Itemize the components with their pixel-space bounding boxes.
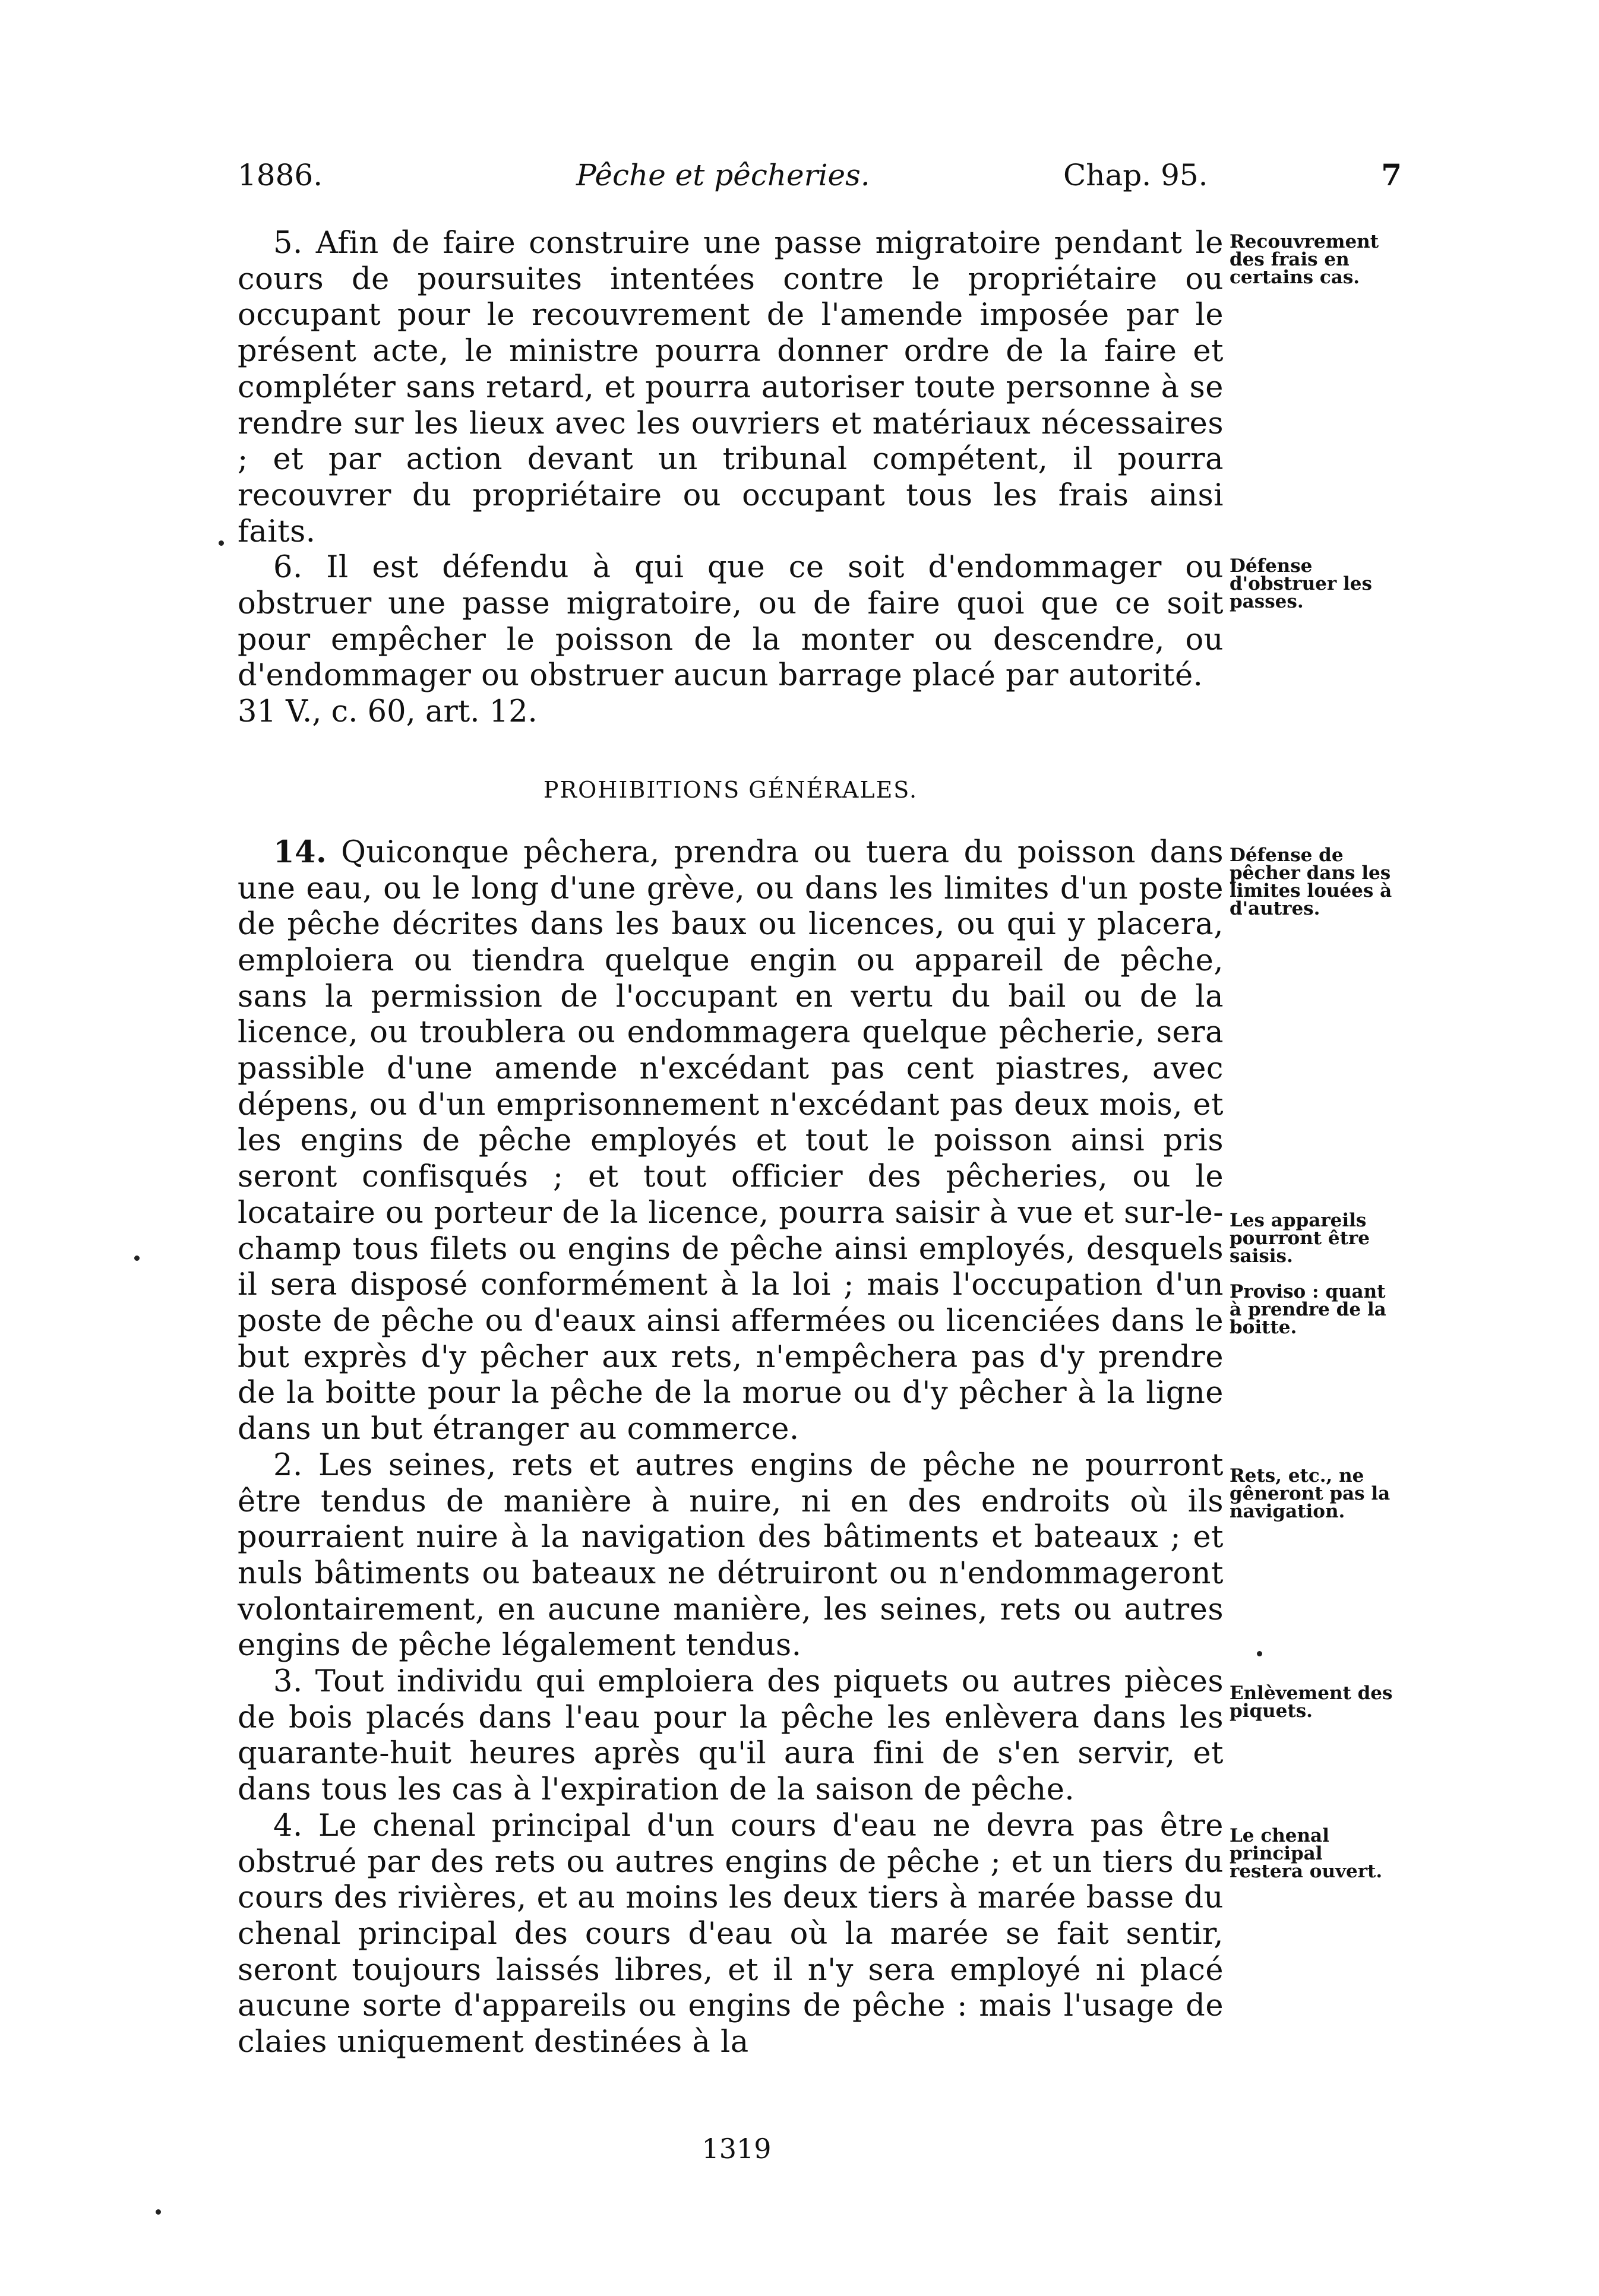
section-14-subsection-2: 2. Les seines, rets et autres engins de pêche ne pourront être tendus de manière à nuire, ni en des endroits où ils pourraient nuire à la navigation des bâtiments et bateaux ; et nuls bâtiments ou bateaux ne détruiront ou n'endommageront volontairement, en aucune manière, les seines, rets ou autres engins de pêche légalement tendus. bbox=[238, 1447, 1224, 1664]
body-text bbox=[238, 226, 1224, 2061]
paragraph-5: 5. Afin de faire construire une passe migratoire pendant le cours de poursuites intentées contre le propriétaire ou occupant pour le recouvrement de l'amende imposée par le présent acte, le ministre pourra donner ordre de la faire et compléter sans retard, et pourra autoriser toute personne à se rendre sur les lieux avec les ouvriers et matériaux nécessaires ; et par action devant un tribunal compétent, il pourra recouvrer du propriétaire ou occupant tous les frais ainsi faits. bbox=[238, 226, 1224, 549]
header-title: Pêche et pêcheries. bbox=[576, 158, 870, 192]
margin-note-recouvrement: Recouvrement des frais en certains cas. bbox=[1230, 231, 1379, 288]
header-year: 1886. bbox=[238, 158, 323, 192]
section-14-text: Quiconque pêchera, prendra ou tuera du poisson dans une eau, ou le long d'une grève, ou dans les limites d'un poste de pêche décrites dans les baux ou licences, ou qui y placera, emploiera ou tiendra quelque engin ou appareil de pêche, sans la permission de l'occupant en vertu du bail ou de la licence, ou troublera ou endommagera quelque pêcherie, sera passible d'une amende n'excédant pas cent piastres, avec dépens, ou d'un emprisonnement n'excédant pas deux mois, et les engins de pêche employés et tout le poisson ainsi pris seront confisqués ; et tout officier des pêcheries, ou le locataire ou porteur de la licence, pourra saisir à vue et sur-le-champ tous filets ou engins de pêche ainsi employés, desquels il sera disposé conformément à la loi ; mais l'occupation d'un poste de pêche ou d'eaux ainsi affermées ou licenciées dans le but exprès d'y pêcher aux rets, n'empêchera pas d'y prendre de la boitte pour la pêche de la morue ou d'y pêcher à la ligne dans un but étranger au commerce. bbox=[238, 834, 1224, 1447]
section-14-subsection-4: 4. Le chenal principal d'un cours d'eau ne devra pas être obstrué par des rets ou autres engins de pêche ; et un tiers du cours des rivières, et au moins les deux tiers à marée basse du chenal principal des cours d'eau où la marée se fait sentir, seront toujours laissés libres, et il n'y sera employé ni placé aucune sorte d'appareils ou engins de pêche : mais l'usage de claies uniquement destinées à la bbox=[238, 1808, 1224, 2060]
page-header bbox=[238, 151, 1402, 199]
margin-note-rets-navigation: Rets, etc., ne gêneront pas la navigation. bbox=[1230, 1465, 1391, 1522]
header-page-number: 7 bbox=[1381, 157, 1402, 192]
statute-citation: 31 V., c. 60, art. 12. bbox=[238, 694, 538, 730]
section-heading: PROHIBITIONS GÉNÉRALES. bbox=[543, 776, 918, 803]
margin-note-chenal: Le chenal principal restera ouvert. bbox=[1230, 1825, 1383, 1882]
stray-mark bbox=[156, 2209, 161, 2215]
header-chapter: Chap. 95. bbox=[1063, 158, 1208, 192]
section-14 bbox=[238, 834, 1224, 1448]
stray-mark bbox=[1257, 1651, 1262, 1656]
margin-note-enlevement: Enlèvement des piquets. bbox=[1230, 1683, 1393, 1722]
margin-note-appareils: Les appareils pourront être saisis. bbox=[1230, 1210, 1370, 1267]
margin-note-defense-pecher: Défense de pêcher dans les limites louées à d'autres. bbox=[1230, 845, 1392, 919]
margin-note-defense-obstruer: Défense d'obstruer les passes. bbox=[1230, 555, 1372, 612]
section-14-number: 14. bbox=[273, 834, 327, 870]
footer-page-number: 1319 bbox=[701, 2133, 772, 2165]
margin-note-proviso: Proviso : quant à prendre de la boitte. bbox=[1230, 1281, 1386, 1338]
stray-mark bbox=[134, 1255, 140, 1261]
section-14-subsection-3: 3. Tout individu qui emploiera des piquets ou autres pièces de bois placés dans l'eau pour la pêche les enlèvera dans les quarante-huit heures après qu'il aura fini de s'en servir, et dans tous les cas à l'expiration de la saison de pêche. bbox=[238, 1664, 1224, 1808]
paragraph-6: 6. Il est défendu à qui que ce soit d'endommager ou obstruer une passe migratoire, ou de faire quoi que ce soit pour empêcher le poisson de la monter ou descendre, ou d'endommager ou obstruer aucun barrage placé par autorité. bbox=[238, 550, 1224, 694]
stray-mark bbox=[219, 540, 224, 546]
